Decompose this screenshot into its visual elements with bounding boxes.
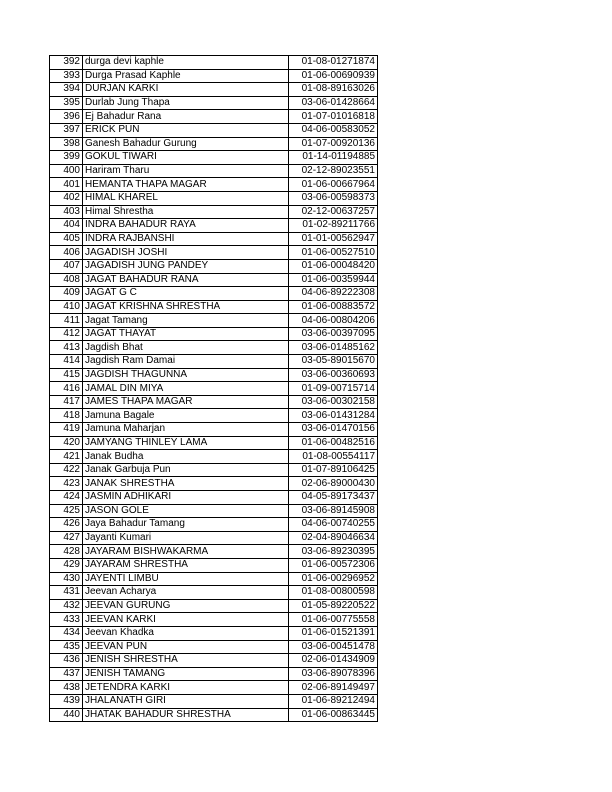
row-name: Jayanti Kumari	[83, 531, 289, 545]
table-row	[50, 491, 378, 505]
row-number: 393	[50, 69, 83, 83]
table-row	[50, 599, 378, 613]
row-number: 395	[50, 96, 83, 110]
row-name: Janak Budha	[83, 450, 289, 464]
row-name: Jaya Bahadur Tamang	[83, 518, 289, 532]
row-number: 400	[50, 164, 83, 178]
row-name: Jeevan Acharya	[83, 586, 289, 600]
table-row	[50, 205, 378, 219]
row-code: 01-09-00715714	[289, 382, 378, 396]
row-number: 409	[50, 287, 83, 301]
table-row	[50, 314, 378, 328]
table-row	[50, 504, 378, 518]
table-row	[50, 640, 378, 654]
row-code: 01-06-00863445	[289, 708, 378, 722]
table-row	[50, 83, 378, 97]
table-row	[50, 273, 378, 287]
table-row	[50, 572, 378, 586]
row-name: JAYARAM BISHWAKARMA	[83, 545, 289, 559]
row-name: durga devi kaphle	[83, 56, 289, 70]
row-name: Ej Bahadur Rana	[83, 110, 289, 124]
table-row	[50, 423, 378, 437]
row-name: Durga Prasad Kaphle	[83, 69, 289, 83]
table-row	[50, 626, 378, 640]
row-code: 03-06-00451478	[289, 640, 378, 654]
row-number: 416	[50, 382, 83, 396]
row-number: 410	[50, 300, 83, 314]
row-number: 423	[50, 477, 83, 491]
row-name: JAGADISH JOSHI	[83, 246, 289, 260]
row-name: DURJAN KARKI	[83, 83, 289, 97]
row-name: JAGAT G C	[83, 287, 289, 301]
row-code: 01-07-00920136	[289, 137, 378, 151]
row-number: 420	[50, 436, 83, 450]
row-name: JHATAK BAHADUR SHRESTHA	[83, 708, 289, 722]
row-number: 431	[50, 586, 83, 600]
table-row	[50, 341, 378, 355]
row-number: 411	[50, 314, 83, 328]
row-name: JAMES THAPA MAGAR	[83, 395, 289, 409]
row-name: Hariram Tharu	[83, 164, 289, 178]
row-name: JAYENTI LIMBU	[83, 572, 289, 586]
table-row	[50, 164, 378, 178]
row-name: JENISH TAMANG	[83, 667, 289, 681]
row-code: 02-06-89149497	[289, 681, 378, 695]
table-row	[50, 654, 378, 668]
row-code: 01-06-00296952	[289, 572, 378, 586]
row-code: 01-06-00482516	[289, 436, 378, 450]
row-code: 01-06-01521391	[289, 626, 378, 640]
table-row	[50, 531, 378, 545]
table-row	[50, 477, 378, 491]
row-number: 396	[50, 110, 83, 124]
row-code: 02-12-00637257	[289, 205, 378, 219]
row-number: 419	[50, 423, 83, 437]
row-code: 03-06-89230395	[289, 545, 378, 559]
row-code: 01-02-89211766	[289, 219, 378, 233]
row-number: 394	[50, 83, 83, 97]
row-name: Jamuna Maharjan	[83, 423, 289, 437]
row-name: JHALANATH GIRI	[83, 694, 289, 708]
row-name: JAGDISH THAGUNNA	[83, 368, 289, 382]
row-name: JAGAT BAHADUR RANA	[83, 273, 289, 287]
row-number: 434	[50, 626, 83, 640]
row-code: 01-08-00554117	[289, 450, 378, 464]
row-code: 01-01-00562947	[289, 232, 378, 246]
row-name: JAGAT KRISHNA SHRESTHA	[83, 300, 289, 314]
row-code: 03-06-89078396	[289, 667, 378, 681]
row-code: 04-06-89222308	[289, 287, 378, 301]
row-code: 01-06-00883572	[289, 300, 378, 314]
row-code: 01-14-01194885	[289, 151, 378, 165]
row-number: 436	[50, 654, 83, 668]
table-row	[50, 287, 378, 301]
row-number: 433	[50, 613, 83, 627]
row-number: 403	[50, 205, 83, 219]
row-number: 437	[50, 667, 83, 681]
row-name: Jagdish Ram Damai	[83, 355, 289, 369]
table-row	[50, 518, 378, 532]
row-code: 04-06-00583052	[289, 123, 378, 137]
row-code: 01-05-89220522	[289, 599, 378, 613]
row-name: Durlab Jung Thapa	[83, 96, 289, 110]
row-number: 406	[50, 246, 83, 260]
row-name: Janak Garbuja Pun	[83, 463, 289, 477]
row-name: Jagat Tamang	[83, 314, 289, 328]
table-row	[50, 259, 378, 273]
row-code: 01-06-89212494	[289, 694, 378, 708]
table-row	[50, 436, 378, 450]
row-number: 404	[50, 219, 83, 233]
table-row	[50, 232, 378, 246]
row-name: Jagdish Bhat	[83, 341, 289, 355]
table-row	[50, 667, 378, 681]
row-number: 401	[50, 178, 83, 192]
table-row	[50, 327, 378, 341]
row-name: INDRA BAHADUR RAYA	[83, 219, 289, 233]
row-code: 01-06-00359944	[289, 273, 378, 287]
row-name: Himal Shrestha	[83, 205, 289, 219]
row-name: JEEVAN PUN	[83, 640, 289, 654]
row-number: 440	[50, 708, 83, 722]
row-code: 01-06-00690939	[289, 69, 378, 83]
row-name: JASMIN ADHIKARI	[83, 491, 289, 505]
row-name: JAGADISH JUNG PANDEY	[83, 259, 289, 273]
row-code: 03-06-89145908	[289, 504, 378, 518]
table-row	[50, 355, 378, 369]
row-number: 424	[50, 491, 83, 505]
table-row	[50, 246, 378, 260]
row-code: 01-07-89106425	[289, 463, 378, 477]
row-number: 435	[50, 640, 83, 654]
row-number: 425	[50, 504, 83, 518]
row-number: 421	[50, 450, 83, 464]
row-number: 399	[50, 151, 83, 165]
table-row	[50, 151, 378, 165]
row-code: 01-06-00775558	[289, 613, 378, 627]
row-number: 415	[50, 368, 83, 382]
row-number: 422	[50, 463, 83, 477]
table-row	[50, 450, 378, 464]
table-row	[50, 368, 378, 382]
row-code: 03-06-00302158	[289, 395, 378, 409]
row-code: 02-06-01434909	[289, 654, 378, 668]
row-name: Jamuna Bagale	[83, 409, 289, 423]
row-code: 02-06-89000430	[289, 477, 378, 491]
row-number: 408	[50, 273, 83, 287]
row-number: 398	[50, 137, 83, 151]
row-code: 01-06-00048420	[289, 259, 378, 273]
table-row	[50, 694, 378, 708]
row-name: JANAK SHRESTHA	[83, 477, 289, 491]
table-row	[50, 219, 378, 233]
row-code: 03-06-00397095	[289, 327, 378, 341]
table-row	[50, 178, 378, 192]
table-row	[50, 191, 378, 205]
row-number: 430	[50, 572, 83, 586]
row-name: JASON GOLE	[83, 504, 289, 518]
row-code: 03-06-01428664	[289, 96, 378, 110]
roster-table	[49, 55, 378, 722]
row-number: 429	[50, 558, 83, 572]
row-number: 427	[50, 531, 83, 545]
row-number: 418	[50, 409, 83, 423]
row-number: 397	[50, 123, 83, 137]
row-code: 04-06-00740255	[289, 518, 378, 532]
row-name: ERICK PUN	[83, 123, 289, 137]
table-row	[50, 123, 378, 137]
row-number: 417	[50, 395, 83, 409]
table-row	[50, 382, 378, 396]
table-row	[50, 586, 378, 600]
row-code: 01-06-00527510	[289, 246, 378, 260]
row-code: 04-05-89173437	[289, 491, 378, 505]
table-row	[50, 69, 378, 83]
row-name: JAMAL DIN MIYA	[83, 382, 289, 396]
row-name: Ganesh Bahadur Gurung	[83, 137, 289, 151]
row-name: INDRA RAJBANSHI	[83, 232, 289, 246]
row-name: JETENDRA KARKI	[83, 681, 289, 695]
table-row	[50, 558, 378, 572]
table-row	[50, 613, 378, 627]
table-row	[50, 56, 378, 70]
row-code: 03-06-01431284	[289, 409, 378, 423]
row-name: GOKUL TIWARI	[83, 151, 289, 165]
table-row	[50, 545, 378, 559]
roster-table-body	[50, 56, 378, 722]
table-row	[50, 681, 378, 695]
row-number: 414	[50, 355, 83, 369]
row-number: 426	[50, 518, 83, 532]
row-number: 412	[50, 327, 83, 341]
row-number: 402	[50, 191, 83, 205]
table-row	[50, 463, 378, 477]
row-name: HEMANTA THAPA MAGAR	[83, 178, 289, 192]
row-code: 02-12-89023551	[289, 164, 378, 178]
row-number: 392	[50, 56, 83, 70]
row-code: 02-04-89046634	[289, 531, 378, 545]
table-row	[50, 395, 378, 409]
row-code: 01-08-89163026	[289, 83, 378, 97]
row-name: JAYARAM SHRESTHA	[83, 558, 289, 572]
table-row	[50, 409, 378, 423]
row-code: 03-06-00598373	[289, 191, 378, 205]
row-name: JENISH SHRESTHA	[83, 654, 289, 668]
row-number: 439	[50, 694, 83, 708]
row-code: 01-08-00800598	[289, 586, 378, 600]
row-number: 428	[50, 545, 83, 559]
row-name: JAGAT THAYAT	[83, 327, 289, 341]
row-name: JEEVAN KARKI	[83, 613, 289, 627]
row-code: 01-06-00572306	[289, 558, 378, 572]
table-row	[50, 137, 378, 151]
row-name: HIMAL KHAREL	[83, 191, 289, 205]
row-code: 01-07-01016818	[289, 110, 378, 124]
row-code: 01-06-00667964	[289, 178, 378, 192]
row-number: 413	[50, 341, 83, 355]
table-row	[50, 110, 378, 124]
row-code: 03-06-01485162	[289, 341, 378, 355]
row-name: Jeevan Khadka	[83, 626, 289, 640]
row-name: JAMYANG THINLEY LAMA	[83, 436, 289, 450]
row-code: 03-06-01470156	[289, 423, 378, 437]
table-row	[50, 708, 378, 722]
row-code: 01-08-01271874	[289, 56, 378, 70]
row-code: 04-06-00804206	[289, 314, 378, 328]
row-number: 407	[50, 259, 83, 273]
row-code: 03-05-89015670	[289, 355, 378, 369]
row-number: 432	[50, 599, 83, 613]
row-number: 438	[50, 681, 83, 695]
table-row	[50, 96, 378, 110]
table-row	[50, 300, 378, 314]
row-number: 405	[50, 232, 83, 246]
row-code: 03-06-00360693	[289, 368, 378, 382]
row-name: JEEVAN GURUNG	[83, 599, 289, 613]
